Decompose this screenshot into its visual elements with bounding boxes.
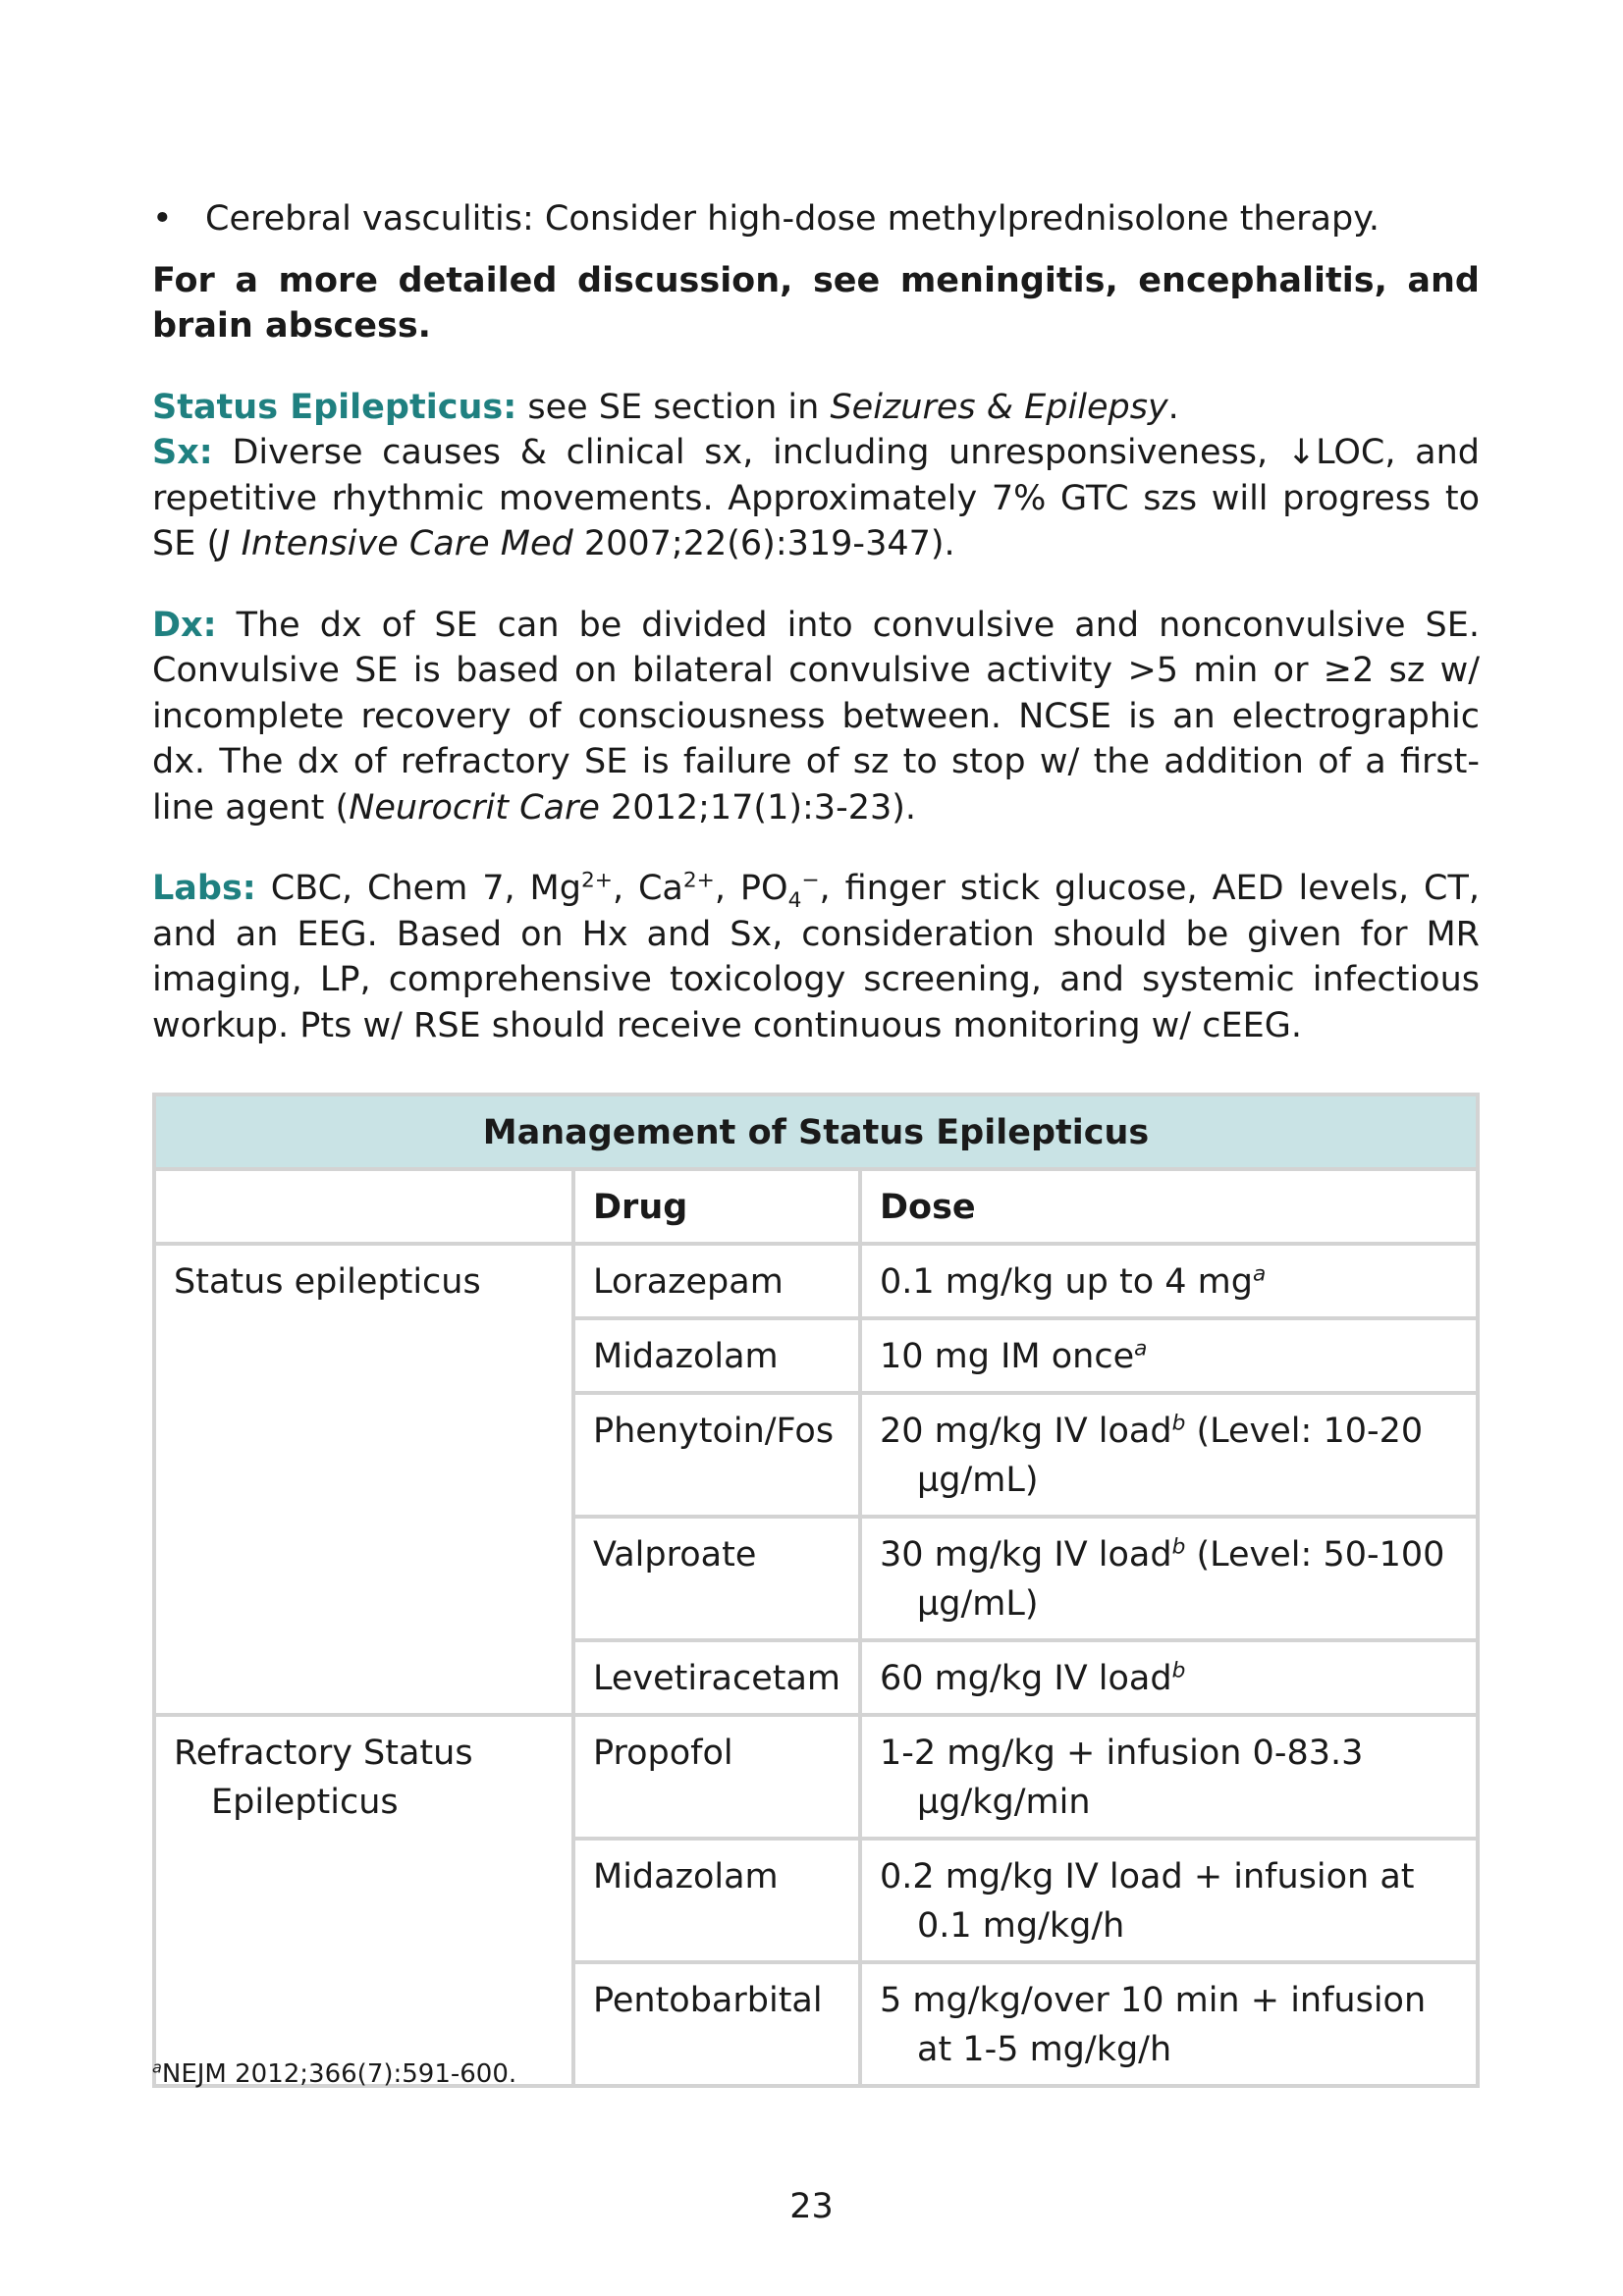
dose-text: 5 mg/kg/over 10 min + infusion at 1-5 mg/kg/h bbox=[880, 1981, 1427, 2069]
labs-text: , finger stick glucose, AED levels, CT, and an EEG. Based on Hx and Sx, consideration should be given for MR imaging, LP, comprehensive toxicology screening, and systemic infectious workup. Pts w/ RSE should receive continuous monitoring w/ cEEG. bbox=[152, 869, 1480, 1045]
table-row bbox=[154, 1715, 1478, 1839]
page-body bbox=[152, 196, 1480, 1048]
bullet-item bbox=[152, 196, 1480, 242]
dose-text: 20 mg/kg IV load$^b$ (Level: 10-20 µg/mL) bbox=[880, 1411, 1424, 1500]
dose-text: 0.1 mg/kg up to 4 $mg^a$ bbox=[880, 1261, 1267, 1302]
table-header-drug: Drug bbox=[573, 1169, 860, 1244]
group-label: Status epilepticus bbox=[174, 1262, 481, 1302]
status-text: see SE section in bbox=[527, 387, 831, 427]
group-label-cell bbox=[154, 1715, 573, 2086]
group-label: Refractory Status Epilepticus bbox=[174, 1734, 473, 1822]
drug-cell: Phenytoin/Fos bbox=[573, 1393, 860, 1517]
drug-cell: Pentobarbital bbox=[573, 1962, 860, 2086]
drug-cell: Propofol bbox=[573, 1715, 860, 1839]
group-label-cell bbox=[154, 1244, 573, 1715]
dose-text: 60 mg/kg IV load$^b$ bbox=[880, 1658, 1186, 1698]
sx-text: Diverse causes & clinical sx, including unresponsiveness, ↓LOC, and repetitive rhythmic movements. Approximately 7% GTC szs will progress to SE ( bbox=[152, 433, 1480, 563]
dose-text: 0.2 mg/kg IV load + infusion at 0.1 mg/kg/h bbox=[880, 1857, 1415, 1946]
footnote-text: NEJM 2012;366(7):591-600. bbox=[161, 2059, 517, 2089]
table-title: Management of Status Epilepticus bbox=[154, 1095, 1478, 1169]
dx-journal: Neurocrit Care bbox=[349, 787, 600, 828]
dose-cell bbox=[860, 1318, 1478, 1393]
footnote-marker: b bbox=[1171, 1534, 1186, 1560]
footnote-marker: a bbox=[1134, 1336, 1148, 1362]
sx-label: Sx: bbox=[152, 433, 213, 472]
dose-cell bbox=[860, 1839, 1478, 1962]
dose-cell bbox=[860, 1640, 1478, 1715]
drug-cell: Midazolam bbox=[573, 1839, 860, 1962]
footnote-mark: a bbox=[152, 2057, 162, 2077]
management-table bbox=[152, 1093, 1480, 2088]
dx-label: Dx: bbox=[152, 605, 217, 645]
page-number: 23 bbox=[789, 2187, 834, 2226]
dose-text: 10 mg IM once$^a$ bbox=[880, 1336, 1148, 1376]
bullet-marker: • bbox=[152, 199, 173, 239]
dx-text: The dx of SE can be divided into convulsive and nonconvulsive SE. Convulsive SE is based on bilateral convulsive activity >5 min or ≥2 sz w/ incomplete recovery of consciousness between. NCSE is an electrographic dx. The dx of refractory SE is failure of sz to stop w/ the addition of a first-line agent ( bbox=[152, 605, 1480, 828]
table-header-dose: Dose bbox=[860, 1169, 1478, 1244]
dose-text: 30 mg/kg IV load$^b$ (Level: 50-100 µg/mL) bbox=[880, 1534, 1445, 1624]
table-row bbox=[154, 1244, 1478, 1318]
table-header-blank bbox=[154, 1169, 573, 1244]
sx-cite: 2007;22(6):319-347). bbox=[572, 524, 955, 563]
dx-paragraph bbox=[152, 603, 1480, 831]
status-epilepticus-line: Status Epilepticus: see SE section in Seizures & Epilepsy. bbox=[152, 387, 1179, 427]
see-more-note: For a more detailed discussion, see meningitis, encephalitis, and brain abscess. bbox=[152, 260, 1480, 346]
sx-journal: J Intensive Care Med bbox=[220, 524, 573, 563]
labs-label: Labs: bbox=[152, 869, 256, 908]
footnote bbox=[152, 2059, 516, 2089]
drug-cell: Valproate bbox=[573, 1517, 860, 1640]
dose-cell bbox=[860, 1393, 1478, 1517]
table-body bbox=[154, 1244, 1478, 2086]
labs-paragraph: Labs: CBC, Chem 7, $Mg^{2+}$, $Ca^{2+}$, $PO_4^-$, finger stick glucose, AED levels, CT, and an EEG. Based on Hx and Sx, consideration should be given for MR imaging, LP, comprehensive toxicology screening, and systemic infectious workup. Pts w/ RSE should receive continuous monitoring w/ cEEG. bbox=[152, 868, 1480, 1045]
dose-cell bbox=[860, 1517, 1478, 1640]
drug-cell: Midazolam bbox=[573, 1318, 860, 1393]
bullet-text: Cerebral vasculitis: Consider high-dose methylprednisolone therapy. bbox=[205, 199, 1380, 239]
dose-cell bbox=[860, 1244, 1478, 1318]
sx-paragraph bbox=[152, 430, 1480, 567]
footnote-marker: b bbox=[1171, 1658, 1186, 1683]
dx-cite: 2012;17(1):3-23). bbox=[599, 787, 917, 828]
footnote-marker: b bbox=[1171, 1411, 1186, 1436]
drug-cell: Lorazepam bbox=[573, 1244, 860, 1318]
drug-cell: Levetiracetam bbox=[573, 1640, 860, 1715]
dose-cell bbox=[860, 1962, 1478, 2086]
status-ref: Seizures & Epilepsy bbox=[830, 387, 1168, 427]
footnote-marker: a bbox=[1253, 1261, 1267, 1287]
dose-cell bbox=[860, 1715, 1478, 1839]
status-label: Status Epilepticus: bbox=[152, 387, 517, 427]
dose-text: 1-2 mg/kg + infusion 0-83.3 µg/kg/min bbox=[880, 1734, 1364, 1822]
